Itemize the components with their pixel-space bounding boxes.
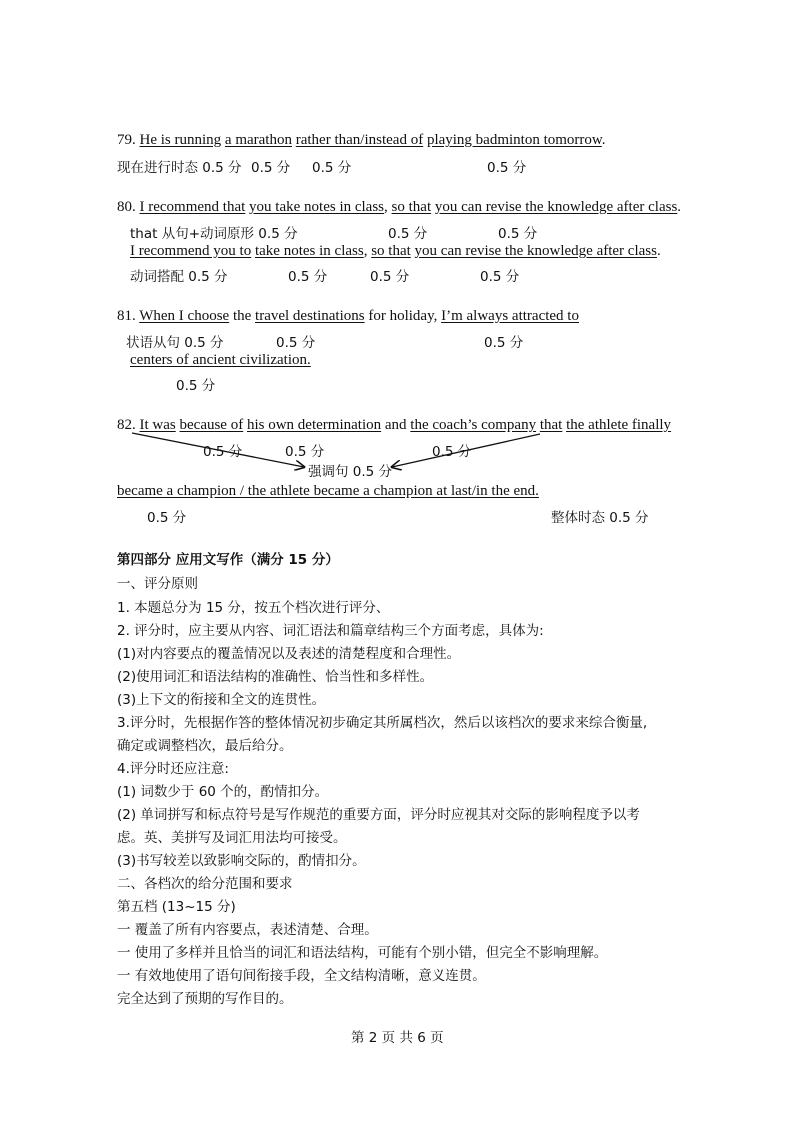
rule-line: 确定或调整档次，最后给分。 — [117, 738, 293, 754]
q79-note-2: 0.5 分 — [251, 160, 291, 176]
q81-note-4: 0.5 分 — [176, 378, 216, 394]
q79-note-1: 现在进行时态 0.5 分 — [117, 160, 242, 176]
rule-line: 3.评分时，先根据作答的整体情况初步确定其所属档次，然后以该档次的要求来综合衡量, — [117, 715, 648, 731]
q82-sentence-2: became a champion / the athlete became a champion at last/in the end. — [117, 483, 539, 499]
q81-note-1: 状语从句 0.5 分 — [126, 335, 224, 351]
q80-note-7: 0.5 分 — [480, 269, 520, 285]
rule-line: (2) 单词拼写和标点符号是写作规范的重要方面，评分时应视其对交际的影响程度予以考 — [117, 807, 640, 823]
grade-5-title: 第五档 (13~15 分) — [117, 899, 236, 915]
q80-note-3: 0.5 分 — [498, 226, 538, 242]
q80-sentence-1: 80. I recommend that you take notes in class, so that you can revise the knowledge after class. — [117, 199, 682, 215]
rule-line: 2. 评分时，应主要从内容、词汇语法和篇章结构三个方面考虑，具体为: — [117, 623, 544, 639]
arrow-left — [132, 433, 304, 467]
q80-note-4: 动词搭配 0.5 分 — [130, 269, 228, 285]
rule-line: (1)对内容要点的覆盖情况以及表述的清楚程度和合理性。 — [117, 646, 461, 662]
q82-note-4: 0.5 分 — [147, 510, 187, 526]
rule-line: 4.评分时还应注意: — [117, 761, 229, 777]
rule-line: (1) 词数少于 60 个的，酌情扣分。 — [117, 784, 329, 800]
q81-sentence-1: 81. When I choose the travel destinations for holiday, I’m always attracted to — [117, 308, 579, 324]
q81-note-3: 0.5 分 — [484, 335, 524, 351]
q79-sentence: 79. He is running a marathon rather than/instead of playing badminton tomorrow. — [117, 132, 606, 148]
rule-line: (2)使用词汇和语法结构的准确性、恰当性和多样性。 — [117, 669, 434, 685]
section-1-title: 一、评分原则 — [117, 576, 198, 592]
q80-note-5: 0.5 分 — [288, 269, 328, 285]
q81-sentence-2: centers of ancient civilization. — [130, 352, 311, 368]
grade-line: 一 使用了多样并且恰当的词汇和语法结构，可能有个别小错，但完全不影响理解。 — [117, 945, 608, 961]
rule-line: 1. 本题总分为 15 分，按五个档次进行评分、 — [117, 600, 390, 616]
arrow-right — [392, 434, 540, 467]
page-footer: 第 2 页 共 6 页 — [351, 1030, 444, 1046]
q79-note-4: 0.5 分 — [487, 160, 527, 176]
q82-note-3: 0.5 分 — [432, 444, 472, 460]
section-2-title: 二、各档次的给分范围和要求 — [117, 876, 293, 892]
q81-note-2: 0.5 分 — [276, 335, 316, 351]
q82-center-note: 强调句 0.5 分 — [308, 464, 393, 480]
q82-note-5: 整体时态 0.5 分 — [551, 510, 649, 526]
q82-note-1: 0.5 分 — [203, 444, 243, 460]
q82-note-2: 0.5 分 — [285, 444, 325, 460]
grade-line: 一 有效地使用了语句间衔接手段，全文结构清晰，意义连贯。 — [117, 968, 486, 984]
q80-note-2: 0.5 分 — [388, 226, 428, 242]
grade-line: 一 覆盖了所有内容要点，表述清楚、合理。 — [117, 922, 378, 938]
rule-line: (3)书写较差以致影响交际的，酌情扣分。 — [117, 853, 366, 869]
rule-line: 虑。英、美拼写及词汇用法均可接受。 — [117, 830, 347, 846]
grade-line: 完全达到了预期的写作目的。 — [117, 991, 293, 1007]
part4-heading: 第四部分 应用文写作（满分 15 分） — [117, 552, 339, 568]
q80-sentence-2: I recommend you to take notes in class, so that you can revise the knowledge after class. — [130, 243, 661, 259]
rule-line: (3)上下文的衔接和全文的连贯性。 — [117, 692, 326, 708]
q80-note-6: 0.5 分 — [370, 269, 410, 285]
q79-note-3: 0.5 分 — [312, 160, 352, 176]
q80-note-1: that 从句+动词原形 0.5 分 — [130, 226, 298, 242]
q82-sentence-1: 82. It was because of his own determination and the coach’s company that the athlete finally — [117, 417, 672, 433]
